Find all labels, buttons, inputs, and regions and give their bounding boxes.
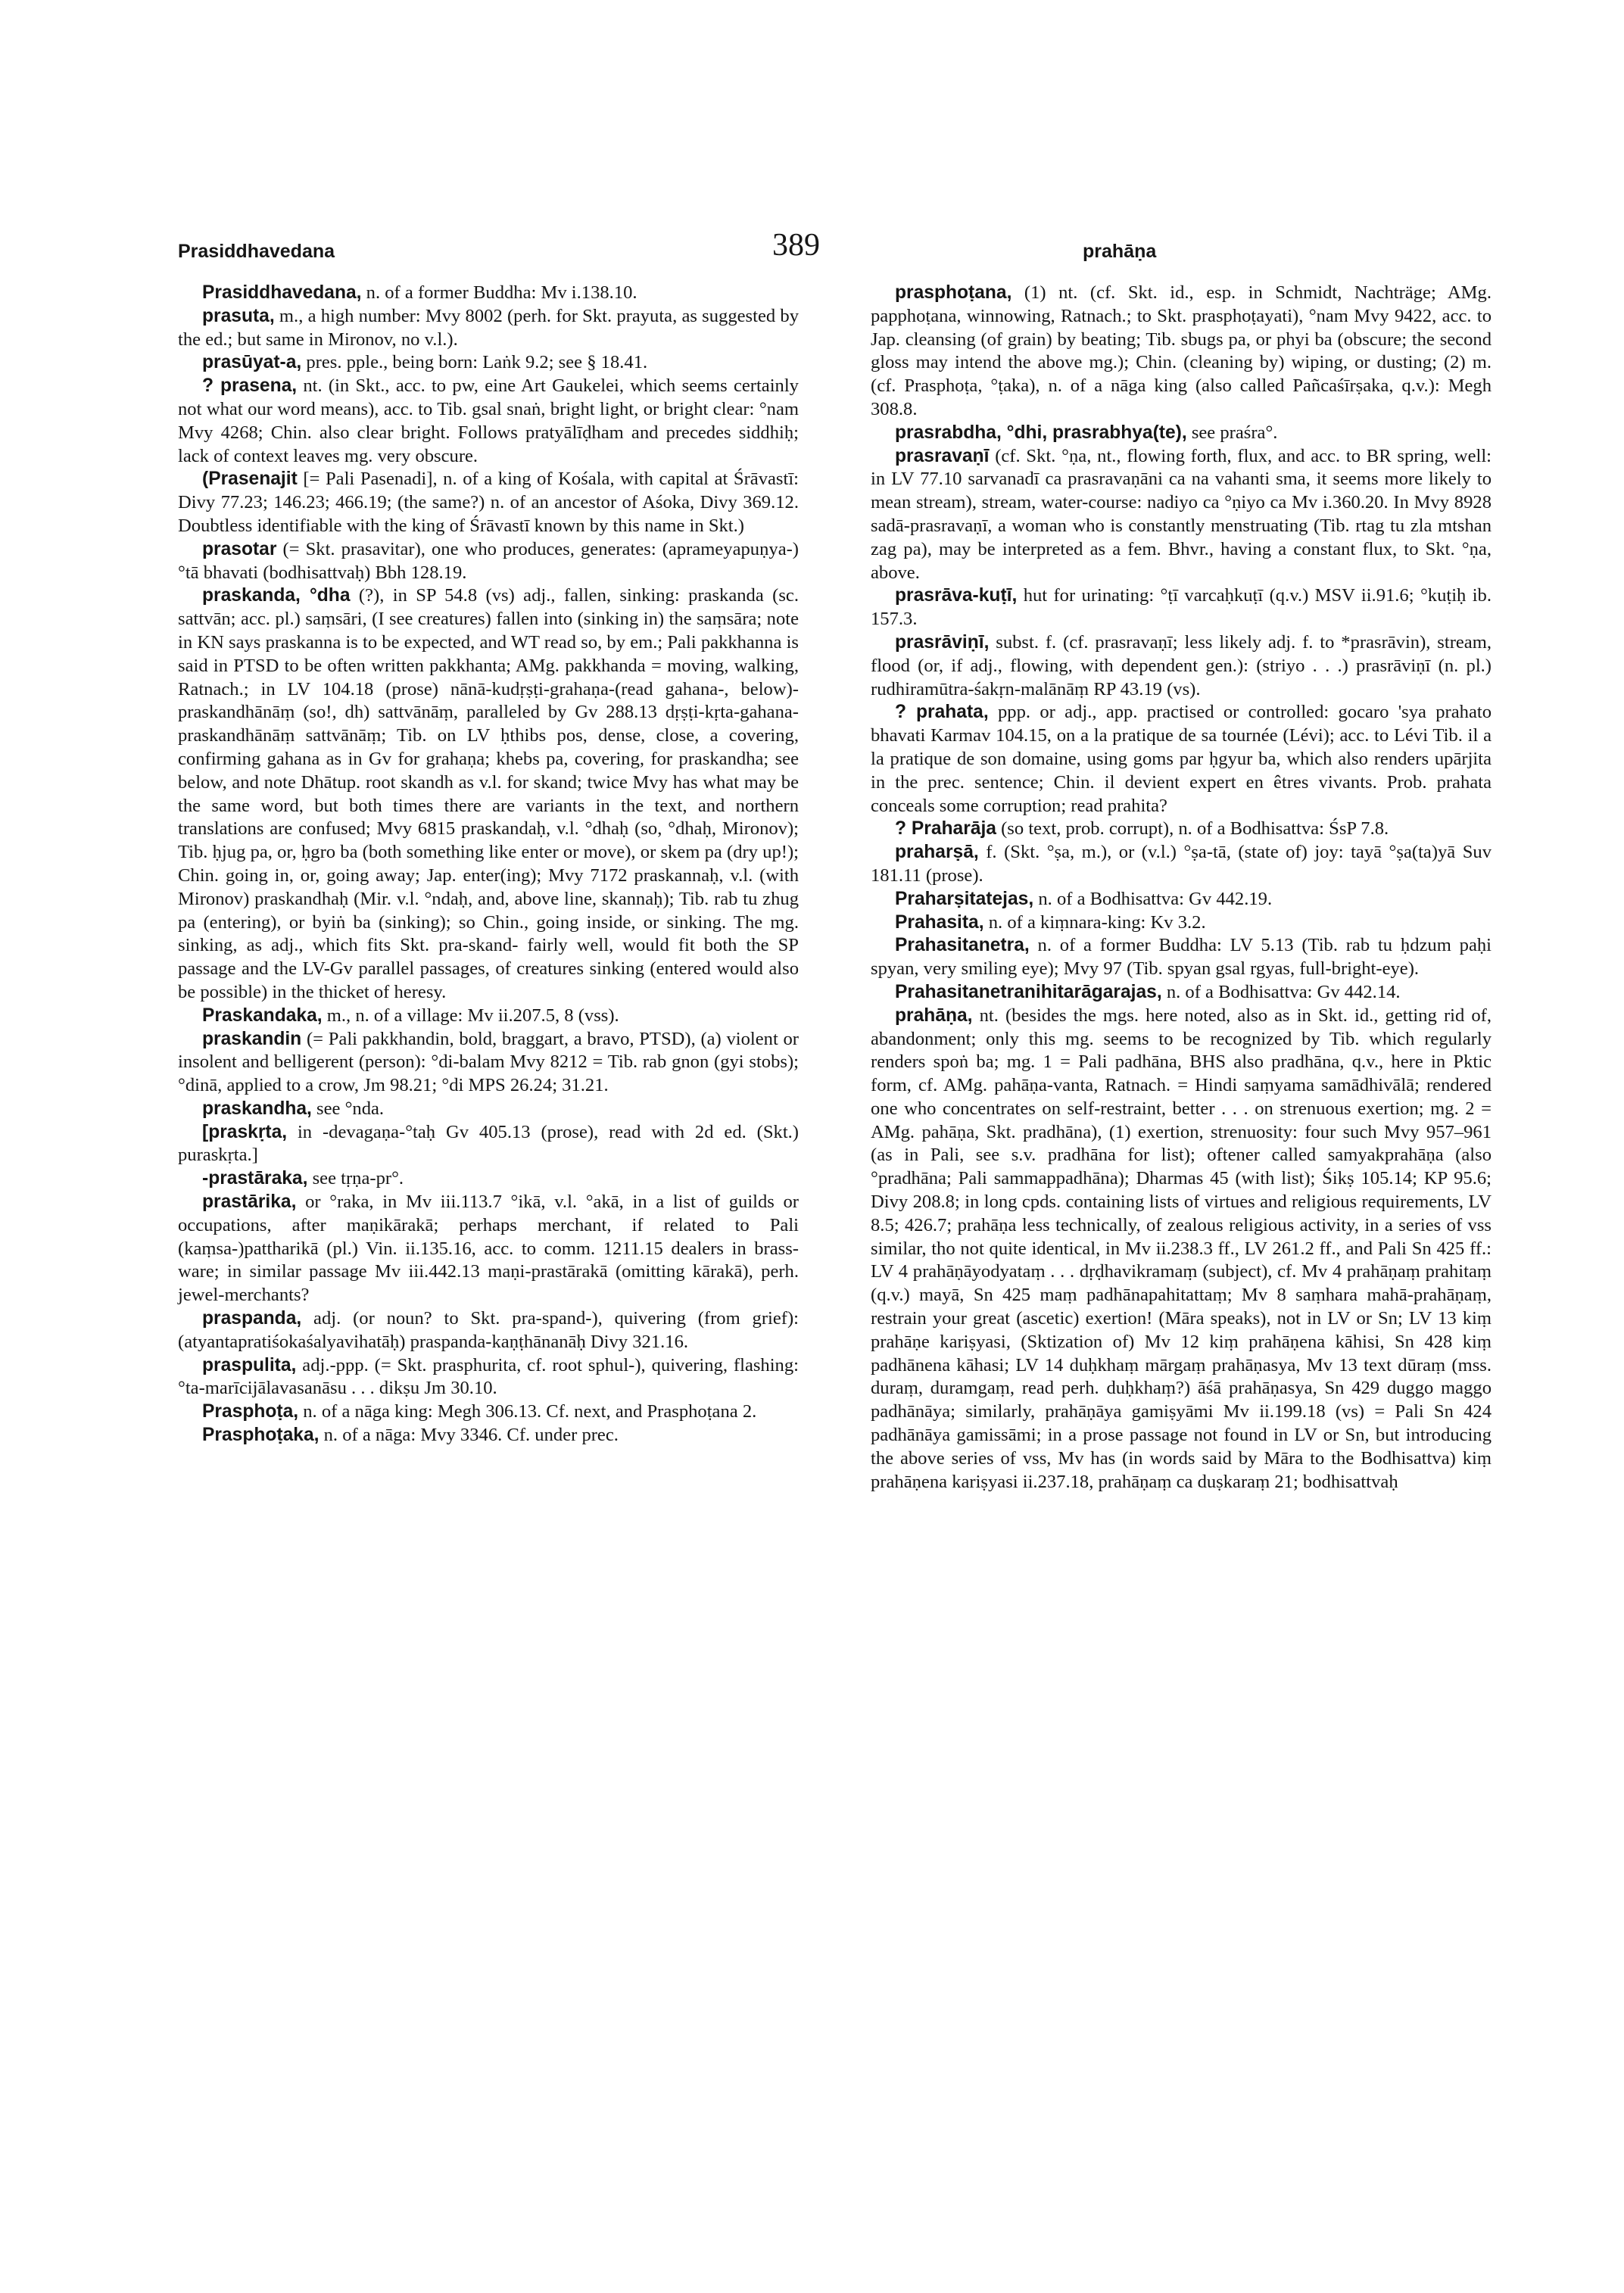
- headword: Prasphoṭaka,: [202, 1425, 320, 1446]
- headword: [praskṛta,: [202, 1121, 288, 1142]
- entry-text: ppp. or adj., app. practised or controlled: gocaro 'sya prahato bhavati Karmav 104.15, on a la pratique de sa tournée (Lévi); acc. to Lévi Tib. il a la pratique de son domaine, using goms par ḥgyur ba, which also renders upārjita in the prec. sentence; Chin. il devient expert en êtres vivants. Prob. prahata conceals some corruption; read prahita?: [871, 702, 1492, 816]
- dictionary-entry: [871, 934, 1492, 981]
- entry-text: (= Pali pakkhandin, bold, braggart, a bravo, PTSD), (a) violent or insolent and belligerent (person): °di-balam Mvy 8212 = Tib. rab gnon (gyi stobs); °dinā, applied to a crow, Jm 98.21; °di MPS 26.24; 31.21.: [178, 1028, 799, 1096]
- left-column: [178, 282, 799, 1447]
- headword: (Prasenajit: [202, 469, 298, 490]
- dictionary-entry: [871, 422, 1492, 445]
- entry-text: n. of a nāga: Mvy 3346. Cf. under prec.: [319, 1425, 619, 1446]
- entry-text: (so text, prob. corrupt), n. of a Bodhisattva: ŚsP 7.8.: [996, 818, 1389, 840]
- dictionary-entry: [178, 1121, 799, 1168]
- headword: Prahasitanetranihitarāgarajas,: [895, 981, 1162, 1002]
- entry-text: n. of a Bodhisattva: Gv 442.14.: [1161, 981, 1401, 1002]
- dictionary-entry: [178, 1098, 799, 1121]
- entry-text: nt. (in Skt., acc. to pw, eine Art Gaukelei, which seems certainly not what our word means), acc. to Tib. gsal snaṅ, bright light, or bright clear: °nam Mvy 4268; Chin. also clear bright. Follows pratyālīḍham and precedes siddhiḥ; lack of context leaves mg. very obscure.: [178, 375, 799, 466]
- page-header: [178, 228, 1541, 279]
- headword: prasuta,: [202, 305, 275, 326]
- dictionary-entry: [178, 1005, 799, 1028]
- entry-text: n. of a former Buddha: Mv i.138.10.: [361, 282, 637, 303]
- entry-text: f. (Skt. °ṣa, m.), or (v.l.) °ṣa-tā, (state of) joy: tayā °ṣa(ta)yā Suv 181.11 (prose).: [871, 842, 1492, 886]
- headword: Prahasita,: [895, 911, 984, 933]
- dictionary-entry: [871, 818, 1492, 841]
- dictionary-entry: [871, 1005, 1492, 1494]
- dictionary-entry: [871, 701, 1492, 818]
- entry-text: nt. (besides the mgs. here noted, also as in Skt. id., getting rid of, abandonment; only this mg. seems to be recognized by Tib. which regularly renders spoṅ ba; mg. 1 = Pali padhāna, BHS also pradhāna, q.v., here in Pktic form, cf. AMg. pahāṇa-vanta, Ratnach. = Hindi saṃyama samādhivālā; rendered one who concentrates on self-restraint, better . . . on strenuous exertion; mg. 2 = AMg. pahāṇa, Skt. pradhāna), (1) exertion, strenuosity: four such Mvy 957–961 (as in Pali, see s.v. pradhāna for list); oftener called samyakprahāṇa (also °pradhāna; Pali sammappadhāna); Dharmas 45 (with list); Śikṣ 105.14; KP 95.6; Divy 208.8; in long cpds. containing lists of virtues and religious requirements, LV 8.5; 426.7; prahāṇa less technically, of zealous religious activity, in a series of vss similar, tho not quite identical, in Mv ii.238.3 ff., LV 261.2 ff., and Pali Sn 425 ff.: LV 4 prahāṇāyodyataṃ . . . dṛḍhavikramaṃ (subject), cf. Mv 4 prahāṇaṃ prahitaṃ (q.v.) mayā, Sn 425 maṃ padhānapahitattaṃ; Mv 8 saṃhara mahā-prahāṇaṃ, restrain your great (ascetic) exertion! (Māra speaks), not in LV or Sn; LV 13 kiṃ prahāṇe kariṣyasi, (Sktization of) Mv 12 kiṃ prahāṇena kāhisi, Sn 428 kiṃ padhānena kāhasi; LV 14 duḥkhaṃ mārgaṃ prahāṇasya, Mv 13 text dūraṃ (mss. duraṃ, duramgaṃ, read perh. duḥkhaṃ?) āśā prahāṇasya, Sn 429 duggo maggo padhānāya; similarly, prahāṇāya gamiṣyāmi Mv ii.199.18 (vs) = Pali Sn 424 padhānāya gamissāmi; in a prose passage not found in LV or Sn, but introducing the above series of vss, Mv has (in words said by Māra to the Bodhisattva) kiṃ prahāṇena kariṣyasi ii.237.18, prahāṇaṃ ca duṣkaraṃ 21; bodhisattvaḥ: [871, 1005, 1492, 1492]
- headword: Praharṣitatejas,: [895, 888, 1034, 909]
- entry-text: (= Skt. prasavitar), one who produces, generates: (aprameyapuṇya-)°tā bhavati (bodhisattvaḥ) Bbh 128.19.: [178, 538, 799, 583]
- running-head-right: prahāṇa: [1083, 241, 1157, 262]
- dictionary-entry: [871, 584, 1492, 631]
- entry-text: in -devagaṇa-°taḥ Gv 405.13 (prose), read with 2d ed. (Skt.) puraskṛta.]: [178, 1121, 799, 1166]
- entry-text: adj. (or noun? to Skt. pra-spand-), quivering (from grief): (atyantapratiśokaśalyavihatāḥ) praspanda-kaṇṭhānanāḥ Divy 321.16.: [178, 1308, 799, 1352]
- dictionary-entry: [178, 1191, 799, 1307]
- dictionary-entry: [871, 841, 1492, 888]
- page-number: 389: [772, 228, 820, 263]
- entry-text: see tṛṇa-pr°.: [307, 1168, 404, 1189]
- dictionary-entry: [178, 1424, 799, 1447]
- dictionary-entry: [871, 911, 1492, 935]
- headword: prastārika,: [202, 1192, 297, 1213]
- dictionary-entry: [178, 468, 799, 537]
- headword: praskandha,: [202, 1098, 312, 1119]
- entry-text: n. of a kiṃnara-king: Kv 3.2.: [983, 911, 1206, 933]
- headword: praharṣā,: [895, 842, 979, 863]
- dictionary-entry: [871, 981, 1492, 1005]
- headword: prasphoṭana,: [895, 282, 1012, 303]
- headword: Prasiddhavedana,: [202, 282, 362, 303]
- dictionary-entry: [178, 282, 799, 305]
- headword: prahāṇa,: [895, 1005, 973, 1026]
- entry-text: n. of a nāga king: Megh 306.13. Cf. next, and Prasphoṭana 2.: [298, 1401, 757, 1422]
- headword: Prasphoṭa,: [202, 1401, 299, 1422]
- entry-text: hut for urinating: °ṭī varcaḥkuṭī (q.v.) MSV ii.91.6; °kuṭiḥ ib. 157.3.: [871, 585, 1492, 630]
- dictionary-entry: [178, 305, 799, 352]
- running-head-left: Prasiddhavedana: [178, 241, 335, 262]
- headword: prasrabdha, °dhi, prasrabhya(te),: [895, 422, 1187, 443]
- entry-text: (cf. Skt. °ṇa, nt., flowing forth, flux, and acc. to BR spring, well: in LV 77.10 sarvanadī ca prasravaṇāni ca na vahanti sma, it seems more likely to mean stream), stream, water-course: nadiyo ca °ṇiyo ca Mv i.360.20. In Mvy 8928 sadā-prasravaṇī, a woman who is constantly menstruating (Tib. rtag tu zla mtshan zag pa), may be interpreted as a fem. Bhvr., having a constant flux, to Skt. °ṇa, above.: [871, 445, 1492, 583]
- headword: prasotar: [202, 538, 277, 559]
- dictionary-entry: [178, 584, 799, 1004]
- headword: Prahasitanetra,: [895, 935, 1030, 956]
- entry-text: pres. pple., being born: Laṅk 9.2; see § 18.41.: [301, 352, 648, 373]
- headword: prasrāviṇī,: [895, 631, 990, 653]
- headword: prasūyat-a,: [202, 352, 302, 373]
- entry-text: see °nda.: [311, 1098, 385, 1119]
- headword: praspanda,: [202, 1308, 302, 1329]
- headword: prasravaṇī: [895, 445, 990, 466]
- dictionary-entry: [178, 538, 799, 585]
- entry-text: m., a high number: Mvy 8002 (perh. for Skt. prayuta, as suggested by the ed.; but same in Mironov, no v.l.).: [178, 305, 799, 350]
- entry-text: (1) nt. (cf. Skt. id., esp. in Schmidt, Nachträge; AMg. papphoṭana, winnowing, Ratnach.; to Skt. prasphoṭayati), °nam Mvy 9422, acc. to Jap. cleansing (of grain) by beating; Tib. sbugs pa, or phyi ba (obscure; the second gloss may intend the above mg.); Chin. (cleaning by) wiping, or dusting; (2) m. (cf. Prasphoṭa, °ṭaka), n. of a nāga king (also called Pañcaśīrṣaka, q.v.): Megh 308.8.: [871, 282, 1492, 419]
- dictionary-entry: [178, 1307, 799, 1354]
- entry-text: n. of a former Buddha: LV 5.13 (Tib. rab tu ḥdzum paḥi spyan, very smiling eye); Mvy 97 (Tib. spyan gsal rgyas, full-bright-eye).: [871, 935, 1492, 980]
- dictionary-entry: [178, 1028, 799, 1098]
- headword: praskanda, °dha: [202, 585, 351, 606]
- headword: prasrāva-kuṭī,: [895, 585, 1018, 606]
- dictionary-entry: [871, 282, 1492, 422]
- dictionary-entry: [871, 445, 1492, 585]
- entry-text: adj.-ppp. (= Skt. prasphurita, cf. root sphul-), quivering, flashing: °ta-marīcijālavasanāsu . . . dikṣu Jm 30.10.: [178, 1354, 799, 1399]
- entry-text: n. of a Bodhisattva: Gv 442.19.: [1033, 888, 1273, 909]
- dictionary-entry: [178, 1167, 799, 1191]
- headword: praspulita,: [202, 1354, 297, 1375]
- dictionary-entry: [178, 1354, 799, 1401]
- entry-text: subst. f. (cf. prasravaṇī; less likely adj. f. to *prasrāvin), stream, flood (or, if adj., flowing, with dependent gen.): (striyo . . .) prasrāviṇī (n. pl.) rudhiramūtra-śakṛn-malānāṃ RP 43.19 (vs).: [871, 631, 1492, 699]
- entry-text: or °raka, in Mv iii.113.7 °ikā, v.l. °akā, in a list of guilds or occupations, after maṇikārakā; perhaps merchant, if related to Pali (kaṃsa-)pattharikā (pl.) Vin. ii.135.16, acc. to comm. 1211.15 dealers in brass-ware; in similar passage Mv iii.442.13 maṇi-prastārakā (omitting kārakā), perh. jewel-merchants?: [178, 1192, 799, 1306]
- entry-text: m., n. of a village: Mv ii.207.5, 8 (vss).: [322, 1005, 619, 1026]
- headword: ? Praharāja: [895, 818, 996, 840]
- headword: Praskandaka,: [202, 1005, 323, 1026]
- headword: -prastāraka,: [202, 1168, 308, 1189]
- headword: praskandin: [202, 1028, 302, 1049]
- headword: ? prahata,: [895, 702, 989, 723]
- dictionary-entry: [871, 631, 1492, 701]
- dictionary-entry: [178, 375, 799, 468]
- entry-text: [= Pali Pasenadi], n. of a king of Kośala, with capital at Śrāvastī: Divy 77.23; 146.23; 466.19; (the same?) n. of an ancestor of Aśoka, Divy 369.12. Doubtless identifiable with the king of Śrāvastī known by this name in Skt.): [178, 469, 799, 536]
- dictionary-entry: [178, 351, 799, 375]
- entry-text: see praśra°.: [1186, 422, 1278, 443]
- headword: ? prasena,: [202, 375, 298, 397]
- dictionary-entry: [871, 888, 1492, 911]
- dictionary-entry: [178, 1400, 799, 1424]
- right-column: [871, 282, 1492, 1494]
- entry-text: (?), in SP 54.8 (vs) adj., fallen, sinking: praskanda (sc. sattvān; acc. pl.) saṃsāri, (I see creatures) fallen into (sinking in) the saṃsāra; note in KN says praskanna is to be expected, and WT read so, by em.; Pali pakkhanna is said in PTSD to be often written pakkhanta; AMg. pakkhanda = moving, walking, Ratnach.; in LV 104.18 (prose) nānā-kudṛṣṭi-grahaṇa-(read gahana-, below)-praskandhānāṃ (so!, dh) sattvānāṃ, paralleled by Gv 288.13 dṛṣṭi-kṛta-gahana-praskandhānāṃ sattvānāṃ; Tib. on LV ḥthibs pos, dense, close, a covering, confirming gahana as in Gv for grahaṇa; khebs pa, covering, for praskandha; see below, and note Dhātup. root skandh as v.l. for skand; twice Mvy has what may be the same word, but both times there are variants in the text, and northern translations are confused; Mvy 6815 praskandaḥ, v.l. °dhaḥ (so, °dhaḥ, Mironov); Tib. ḥjug pa, or, ḥgro ba (both something like enter or move), or skem pa (dry up!); Chin. going in, or, going away; Jap. enter(ing); Mvy 7172 praskannaḥ, v.l. (with Mironov) praskandhaḥ (Mir. v.l. °ndaḥ, and, above line, skannaḥ); Tib. rab tu zhug pa (entering), or byiṅ ba (sinking); so Chin., going inside, or sinking. The mg. sinking, as adj., which fits Skt. pra-skand- fairly well, would fit both the SP passage and the LV-Gv parallel passages, of creatures sinking (entered would also be possible) in the thicket of heresy.: [178, 585, 799, 1002]
